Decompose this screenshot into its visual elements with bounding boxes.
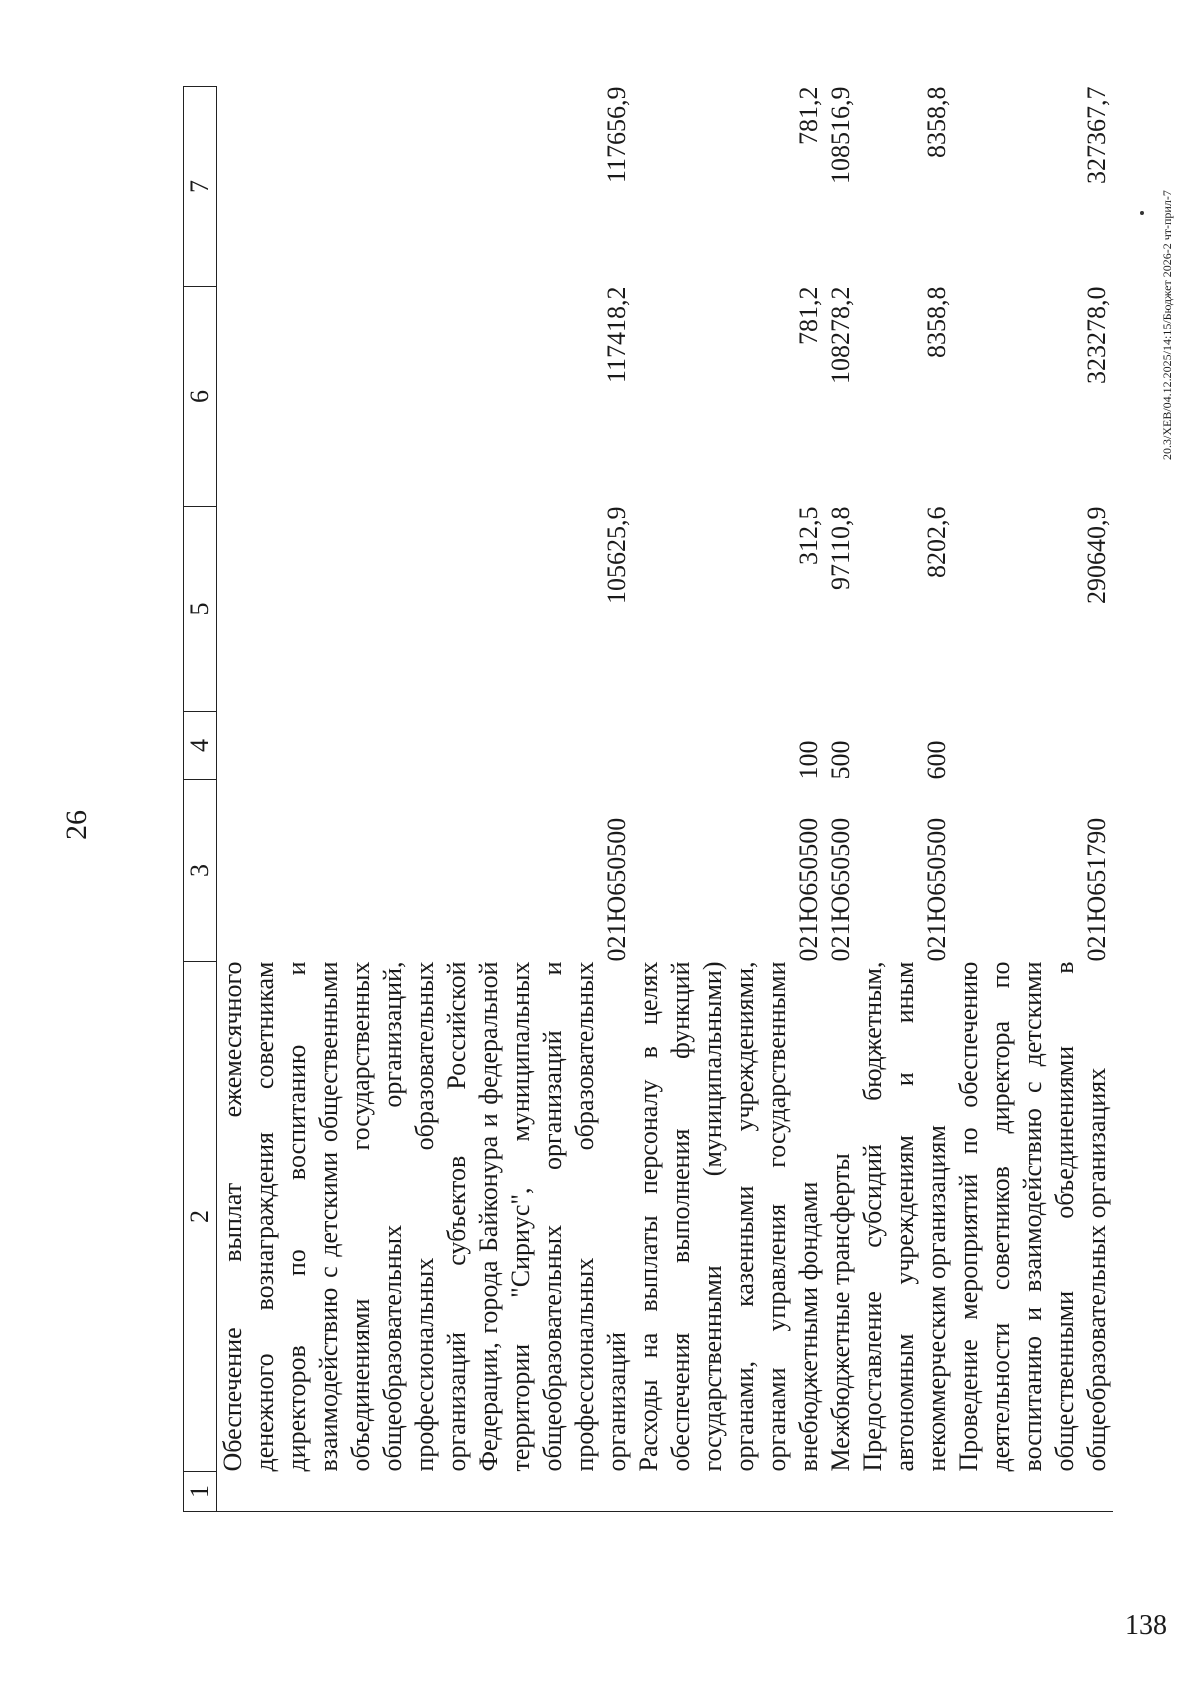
- expense-name: Расходы на выплаты персоналу в целях обеспечения выполнения функций государственными (муниципальными) органами, казенными учреждениями, органами управления государственными внебюджетными фондами: [634, 961, 823, 1472]
- expense-type: 600: [922, 740, 951, 780]
- column-header: 6: [184, 287, 217, 507]
- column-header: 7: [184, 87, 217, 287]
- target-code: 021Ю650500: [794, 817, 823, 962]
- amount-col6: 781,2: [794, 286, 823, 345]
- amount-col7: 8358,8: [922, 86, 951, 158]
- page-number: 26: [60, 810, 93, 840]
- expense-type: 100: [794, 740, 823, 780]
- expense-type: 500: [826, 740, 855, 780]
- amount-col5: 97110,8: [826, 506, 855, 591]
- amount-col6: 108278,2: [826, 286, 855, 384]
- amount-col6: 8358,8: [922, 286, 951, 358]
- column-header: 5: [184, 507, 217, 712]
- column-header: 3: [184, 780, 217, 962]
- table-row: [825, 87, 857, 1512]
- amount-col6: 117418,2: [602, 286, 631, 384]
- budget-table: [183, 86, 1113, 1512]
- amount-col7: 781,2: [794, 86, 823, 145]
- table-row: [217, 87, 634, 1512]
- amount-col5: 8202,6: [922, 506, 951, 578]
- table-row: [953, 87, 1113, 1512]
- table-header-row: [184, 87, 217, 1512]
- expense-name: Обеспечение выплат ежемесячного денежного вознаграждения советникам директоров по воспитанию и взаимодействию с детскими общественными объединениями государственных общеобразовательных организаций, профессиональных образовательных организаций субъектов Российской Федерации, города Байконура и федеральной территории "Сириус", муниципальных общеобразовательных организаций и профессиональных образовательных организаций: [218, 961, 631, 1472]
- amount-col6: 323278,0: [1082, 286, 1111, 384]
- document-stamp: 20.3/ХЕВ/04.12.2025/14:15/Бюджет 2026-2 чт-прил-7: [1160, 190, 1174, 460]
- expense-name: Предоставление субсидий бюджетным, автономным учреждениям и иным некоммерческим организациям: [858, 961, 951, 1472]
- amount-col5: 290640,9: [1082, 506, 1111, 604]
- amount-col7: 117656,9: [602, 86, 631, 184]
- row-number-cell: [825, 1472, 857, 1512]
- row-number-cell: [633, 1472, 825, 1512]
- amount-col5: 312,5: [794, 506, 823, 565]
- expense-name: Проведение мероприятий по обеспечению деятельности советников директора по воспитанию и взаимодействию с детскими общественными объединениями в общеобразовательных организациях: [954, 961, 1111, 1472]
- target-code: 021Ю650500: [922, 817, 951, 962]
- column-header: 4: [184, 712, 217, 780]
- row-number-cell: [217, 1472, 634, 1512]
- expense-type: [217, 712, 634, 780]
- amount-col5: 105625,9: [602, 506, 631, 604]
- amount-col7: 327367,7: [1082, 86, 1111, 184]
- target-code: 021Ю650500: [826, 817, 855, 962]
- column-header: 2: [184, 962, 217, 1472]
- table-row: [857, 87, 953, 1512]
- expense-name: Межбюджетные трансферты: [826, 1153, 855, 1472]
- amount-col7: 108516,9: [826, 86, 855, 184]
- table-row: [633, 87, 825, 1512]
- row-number-cell: [857, 1472, 953, 1512]
- row-number-cell: [953, 1472, 1113, 1512]
- scan-dot: [1140, 211, 1144, 215]
- expense-type: [953, 712, 1113, 780]
- column-header: 1: [184, 1472, 217, 1512]
- target-code: 021Ю651790: [1082, 817, 1111, 962]
- target-code: 021Ю650500: [602, 817, 631, 962]
- sheet-number: 138: [1125, 1610, 1167, 1641]
